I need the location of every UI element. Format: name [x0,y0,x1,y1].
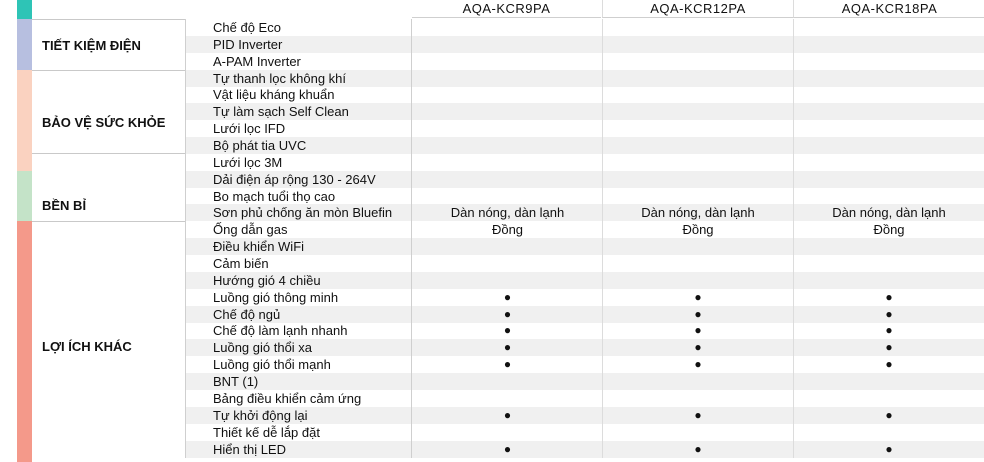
model-2-value [603,390,793,407]
column-separator [602,137,603,154]
table-row [185,424,984,441]
model-1-value: ● [503,289,512,304]
table-row [185,407,984,424]
model-2-value [603,86,793,103]
model-1-value: ● [503,407,512,422]
model-1-value [413,103,602,120]
model-2-value [603,120,793,137]
column-separator [793,339,794,356]
column-separator [602,373,603,390]
table-row [185,120,984,137]
group-bar-loi-ich [17,221,32,462]
column-separator [793,103,794,120]
model-1-value: ● [503,357,512,372]
column-separator [793,137,794,154]
column-separator [793,204,794,221]
model-1-value [413,19,602,36]
column-separator [602,103,603,120]
model-1-value [413,188,602,205]
group-label-bao-ve: BẢO VỆ SỨC KHỎE [42,115,166,130]
model-3-value: Dàn nóng, dàn lạnh [832,205,946,221]
model-1-value [413,70,602,87]
model-2-value: ● [694,289,702,304]
feature-label: Luồng gió thông minh [185,289,412,306]
feature-label: PID Inverter [185,36,412,53]
table-row [185,238,984,255]
column-separator [602,154,603,171]
group-bar-ben-bi [17,171,32,221]
column-separator [793,306,794,323]
column-separator [602,53,603,70]
header-row [412,0,984,19]
model-2-value [603,70,793,87]
model-1-value [413,171,602,188]
column-separator [793,36,794,53]
column-separator [793,373,794,390]
column-separator [602,70,603,87]
feature-label: Sơn phủ chống ăn mòn Bluefin [185,204,412,221]
table-row [185,19,984,36]
model-3-value [794,188,984,205]
column-separator [602,238,603,255]
table-row [185,390,984,407]
column-separator [602,441,603,458]
model-header-2: AQA-KCR12PA [602,0,793,18]
column-separator [602,339,603,356]
model-header-1: AQA-KCR9PA [412,0,601,18]
feature-label: Hiển thị LED [185,441,412,458]
model-3-value [794,272,984,289]
table-row [185,204,984,221]
group-label-tiet-kiem: TIẾT KIỆM ĐIỆN [42,38,141,53]
model-3-value: ● [885,357,893,372]
model-1-value [413,373,602,390]
feature-label: Cảm biến [185,255,412,272]
model-1-value [413,154,602,171]
column-separator [793,171,794,188]
feature-label: Bảng điều khiển cảm ứng [185,390,412,407]
column-separator [602,120,603,137]
column-separator [602,407,603,424]
column-separator [793,255,794,272]
model-2-value [603,424,793,441]
feature-label: Thiết kế dễ lắp đặt [185,424,412,441]
model-3-value [794,424,984,441]
model-2-value: ● [694,340,702,355]
group-divider [32,70,185,71]
table-row [185,272,984,289]
model-3-value [794,238,984,255]
feature-label: BNT (1) [185,373,412,390]
feature-label: Điều khiển WiFi [185,238,412,255]
feature-label: Chế độ Eco [185,19,412,36]
column-separator [793,188,794,205]
model-3-value [794,373,984,390]
model-2-value [603,53,793,70]
feature-label: Chế độ ngủ [185,306,412,323]
model-2-value [603,19,793,36]
feature-label: Lưới lọc IFD [185,120,412,137]
table-row [185,70,984,87]
model-2-value: ● [694,323,702,338]
column-separator [602,255,603,272]
model-2-value: ● [694,306,702,321]
column-separator [793,70,794,87]
column-separator [602,204,603,221]
model-1-value [413,137,602,154]
column-separator [602,356,603,373]
table-row [185,441,984,458]
feature-label: Hướng gió 4 chiều [185,272,412,289]
column-separator [793,120,794,137]
model-3-value [794,36,984,53]
model-1-value [413,238,602,255]
feature-label: Chế độ làm lạnh nhanh [185,322,412,339]
model-3-value: ● [885,340,893,355]
model-3-value [794,255,984,272]
model-2-value [603,154,793,171]
feature-label: Bo mạch tuổi thọ cao [185,188,412,205]
table-row [185,373,984,390]
model-1-value [413,53,602,70]
model-2-value: ● [694,441,702,456]
model-1-value [413,272,602,289]
model-1-value [413,120,602,137]
model-2-value [603,137,793,154]
table-row [185,255,984,272]
model-1-value: ● [503,441,512,456]
group-bar-tiet-kiem [17,19,32,70]
feature-label: Dải điện áp rộng 130 - 264V [185,171,412,188]
model-2-value [603,103,793,120]
model-1-value: ● [503,340,512,355]
model-3-value [794,137,984,154]
model-1-value: ● [503,306,512,321]
model-3-value: Đồng [873,222,905,238]
model-2-value: Đồng [682,222,714,238]
model-1-value [413,390,602,407]
table-row [185,306,984,323]
group-label-loi-ich: LỢI ÍCH KHÁC [42,339,132,354]
column-separator [602,19,603,36]
header-marker [17,0,32,19]
column-separator [793,441,794,458]
model-1-value [413,36,602,53]
column-separator [793,154,794,171]
column-separator [793,390,794,407]
feature-label: Ống dẫn gas [185,221,412,238]
model-1-value: ● [503,323,512,338]
group-divider [32,19,185,20]
table-row [185,322,984,339]
column-separator [793,53,794,70]
model-1-value [413,86,602,103]
feature-label: Luồng gió thổi mạnh [185,356,412,373]
feature-label: A-PAM Inverter [185,53,412,70]
column-separator [602,424,603,441]
column-separator [793,272,794,289]
model-3-value [794,171,984,188]
column-separator [602,188,603,205]
model-2-value [603,272,793,289]
table-row [185,221,984,238]
model-2-value: ● [694,357,702,372]
column-separator [602,306,603,323]
table-row [185,86,984,103]
column-separator [793,424,794,441]
table-row [185,339,984,356]
model-3-value [794,19,984,36]
column-separator [793,289,794,306]
table-row [185,103,984,120]
model-1-value [413,424,602,441]
feature-label: Vật liệu kháng khuẩn [185,86,412,103]
column-separator [793,407,794,424]
column-separator [793,221,794,238]
column-separator [602,171,603,188]
column-separator [793,322,794,339]
column-separator [793,238,794,255]
feature-label: Bộ phát tia UVC [185,137,412,154]
table-row [185,356,984,373]
model-2-value [603,36,793,53]
column-separator [602,272,603,289]
model-header-3: AQA-KCR18PA [793,0,984,18]
column-separator [602,221,603,238]
column-separator [602,86,603,103]
column-separator [793,19,794,36]
model-2-value [603,373,793,390]
table-row [185,171,984,188]
column-separator [602,390,603,407]
model-1-value [413,255,602,272]
column-separator [602,36,603,53]
model-2-value [603,171,793,188]
model-1-value: Đồng [491,222,524,238]
model-3-value [794,86,984,103]
model-3-value: ● [885,407,893,422]
feature-label: Tự khởi động lại [185,407,412,424]
group-bar-bao-ve [17,70,32,171]
column-separator [793,86,794,103]
model-3-value [794,70,984,87]
model-3-value: ● [885,323,893,338]
table-row [185,289,984,306]
model-3-value [794,120,984,137]
model-3-value: ● [885,306,893,321]
group-label-ben-bi: BỀN BỈ [42,198,87,213]
model-2-value [603,255,793,272]
feature-label: Tự thanh lọc không khí [185,70,412,87]
group-divider [32,153,185,154]
column-separator [602,289,603,306]
model-3-value: ● [885,289,893,304]
column-separator [602,322,603,339]
model-3-value: ● [885,441,893,456]
table-row [185,188,984,205]
column-separator [793,356,794,373]
feature-label: Tự làm sạch Self Clean [185,103,412,120]
group-divider [32,221,185,222]
table-row [185,53,984,70]
model-3-value [794,154,984,171]
feature-label: Luồng gió thổi xa [185,339,412,356]
model-3-value [794,53,984,70]
model-1-value: Dàn nóng, dàn lạnh [450,205,565,221]
feature-label: Lưới lọc 3M [185,154,412,171]
table-row [185,154,984,171]
model-2-value: Dàn nóng, dàn lạnh [641,205,755,221]
model-3-value [794,390,984,407]
model-2-value [603,188,793,205]
model-2-value: ● [694,407,702,422]
table-row [185,137,984,154]
model-2-value [603,238,793,255]
table-row [185,36,984,53]
model-3-value [794,103,984,120]
